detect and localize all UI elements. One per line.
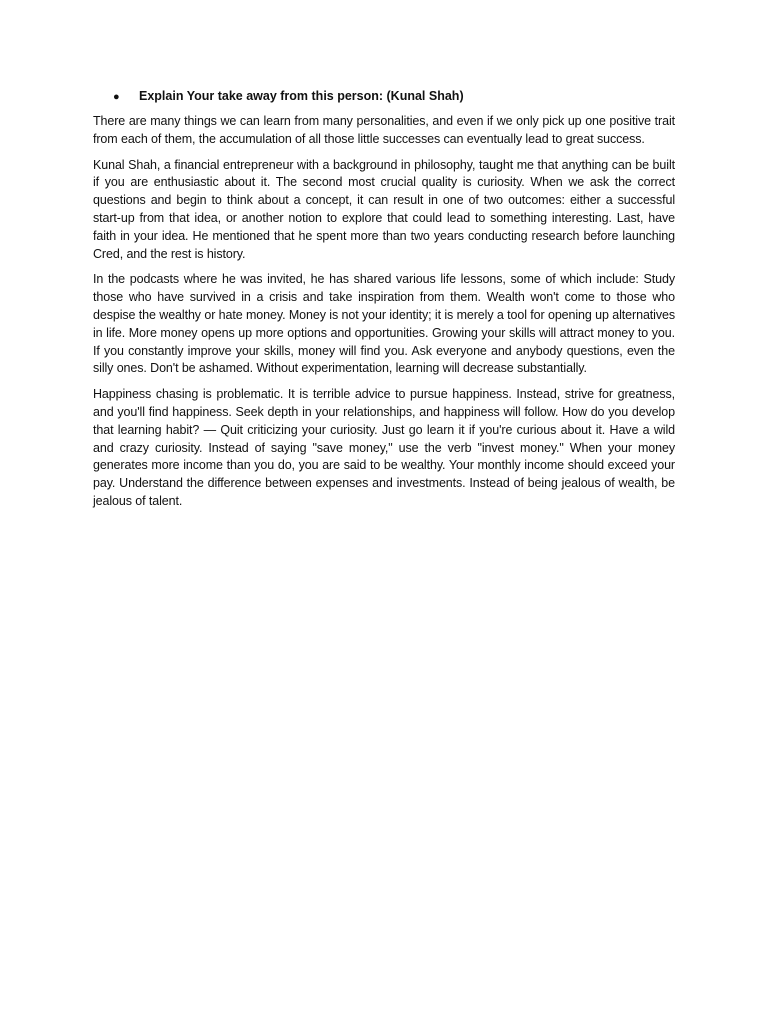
bullet-item [113, 88, 675, 106]
bullet-icon: ● [113, 91, 120, 103]
question-heading: Explain Your take away from this person: (Kunal Shah) [139, 89, 464, 103]
paragraph-kunal-shah: Kunal Shah, a financial entrepreneur with a background in philosophy, taught me that anything can be built if you are enthusiastic about it. The second most crucial quality is curiosity. When we ask the correct questions and begin to think about a concept, it can result in one of two outcomes: either a successful start-up from that idea, or another notion to explore that could lead to something interesting. Last, have faith in your idea. He mentioned that he spent more than two years conducting research before launching Cred, and the rest is history. [93, 157, 675, 261]
document-body [93, 88, 675, 519]
paragraph-life-lessons: In the podcasts where he was invited, he has shared various life lessons, some of which include: Study those who have survived in a crisis and take inspiration from them. Wealth won't come to those who despise the wealthy or hate money. Money is not your identity; it is merely a tool for opening up alternatives in life. More money opens up more options and opportunities. Growing your skills will attract money to you. If you constantly improve your skills, money will find you. Ask everyone and anybody questions, even the silly ones. Don't be ashamed. Without experimentation, learning will decrease substantially. [93, 272, 675, 376]
paragraph-happiness: Happiness chasing is problematic. It is terrible advice to pursue happiness. Instead, strive for greatness, and you'll find happiness. Seek depth in your relationships, and happiness will follow. How do you develop that learning habit? — Quit criticizing your curiosity. Just go learn it if you're curious about it. Have a wild and crazy curiosity. Instead of saying "save money," use the verb "invest money." When your money generates more income than you do, you are said to be wealthy. Your monthly income should exceed your pay. Understand the difference between expenses and investments. Instead of being jealous of wealth, be jealous of talent. [93, 387, 675, 508]
paragraph-intro: There are many things we can learn from many personalities, and even if we only pick up one positive trait from each of them, the accumulation of all those little successes can eventually lead to great success. [93, 114, 675, 146]
